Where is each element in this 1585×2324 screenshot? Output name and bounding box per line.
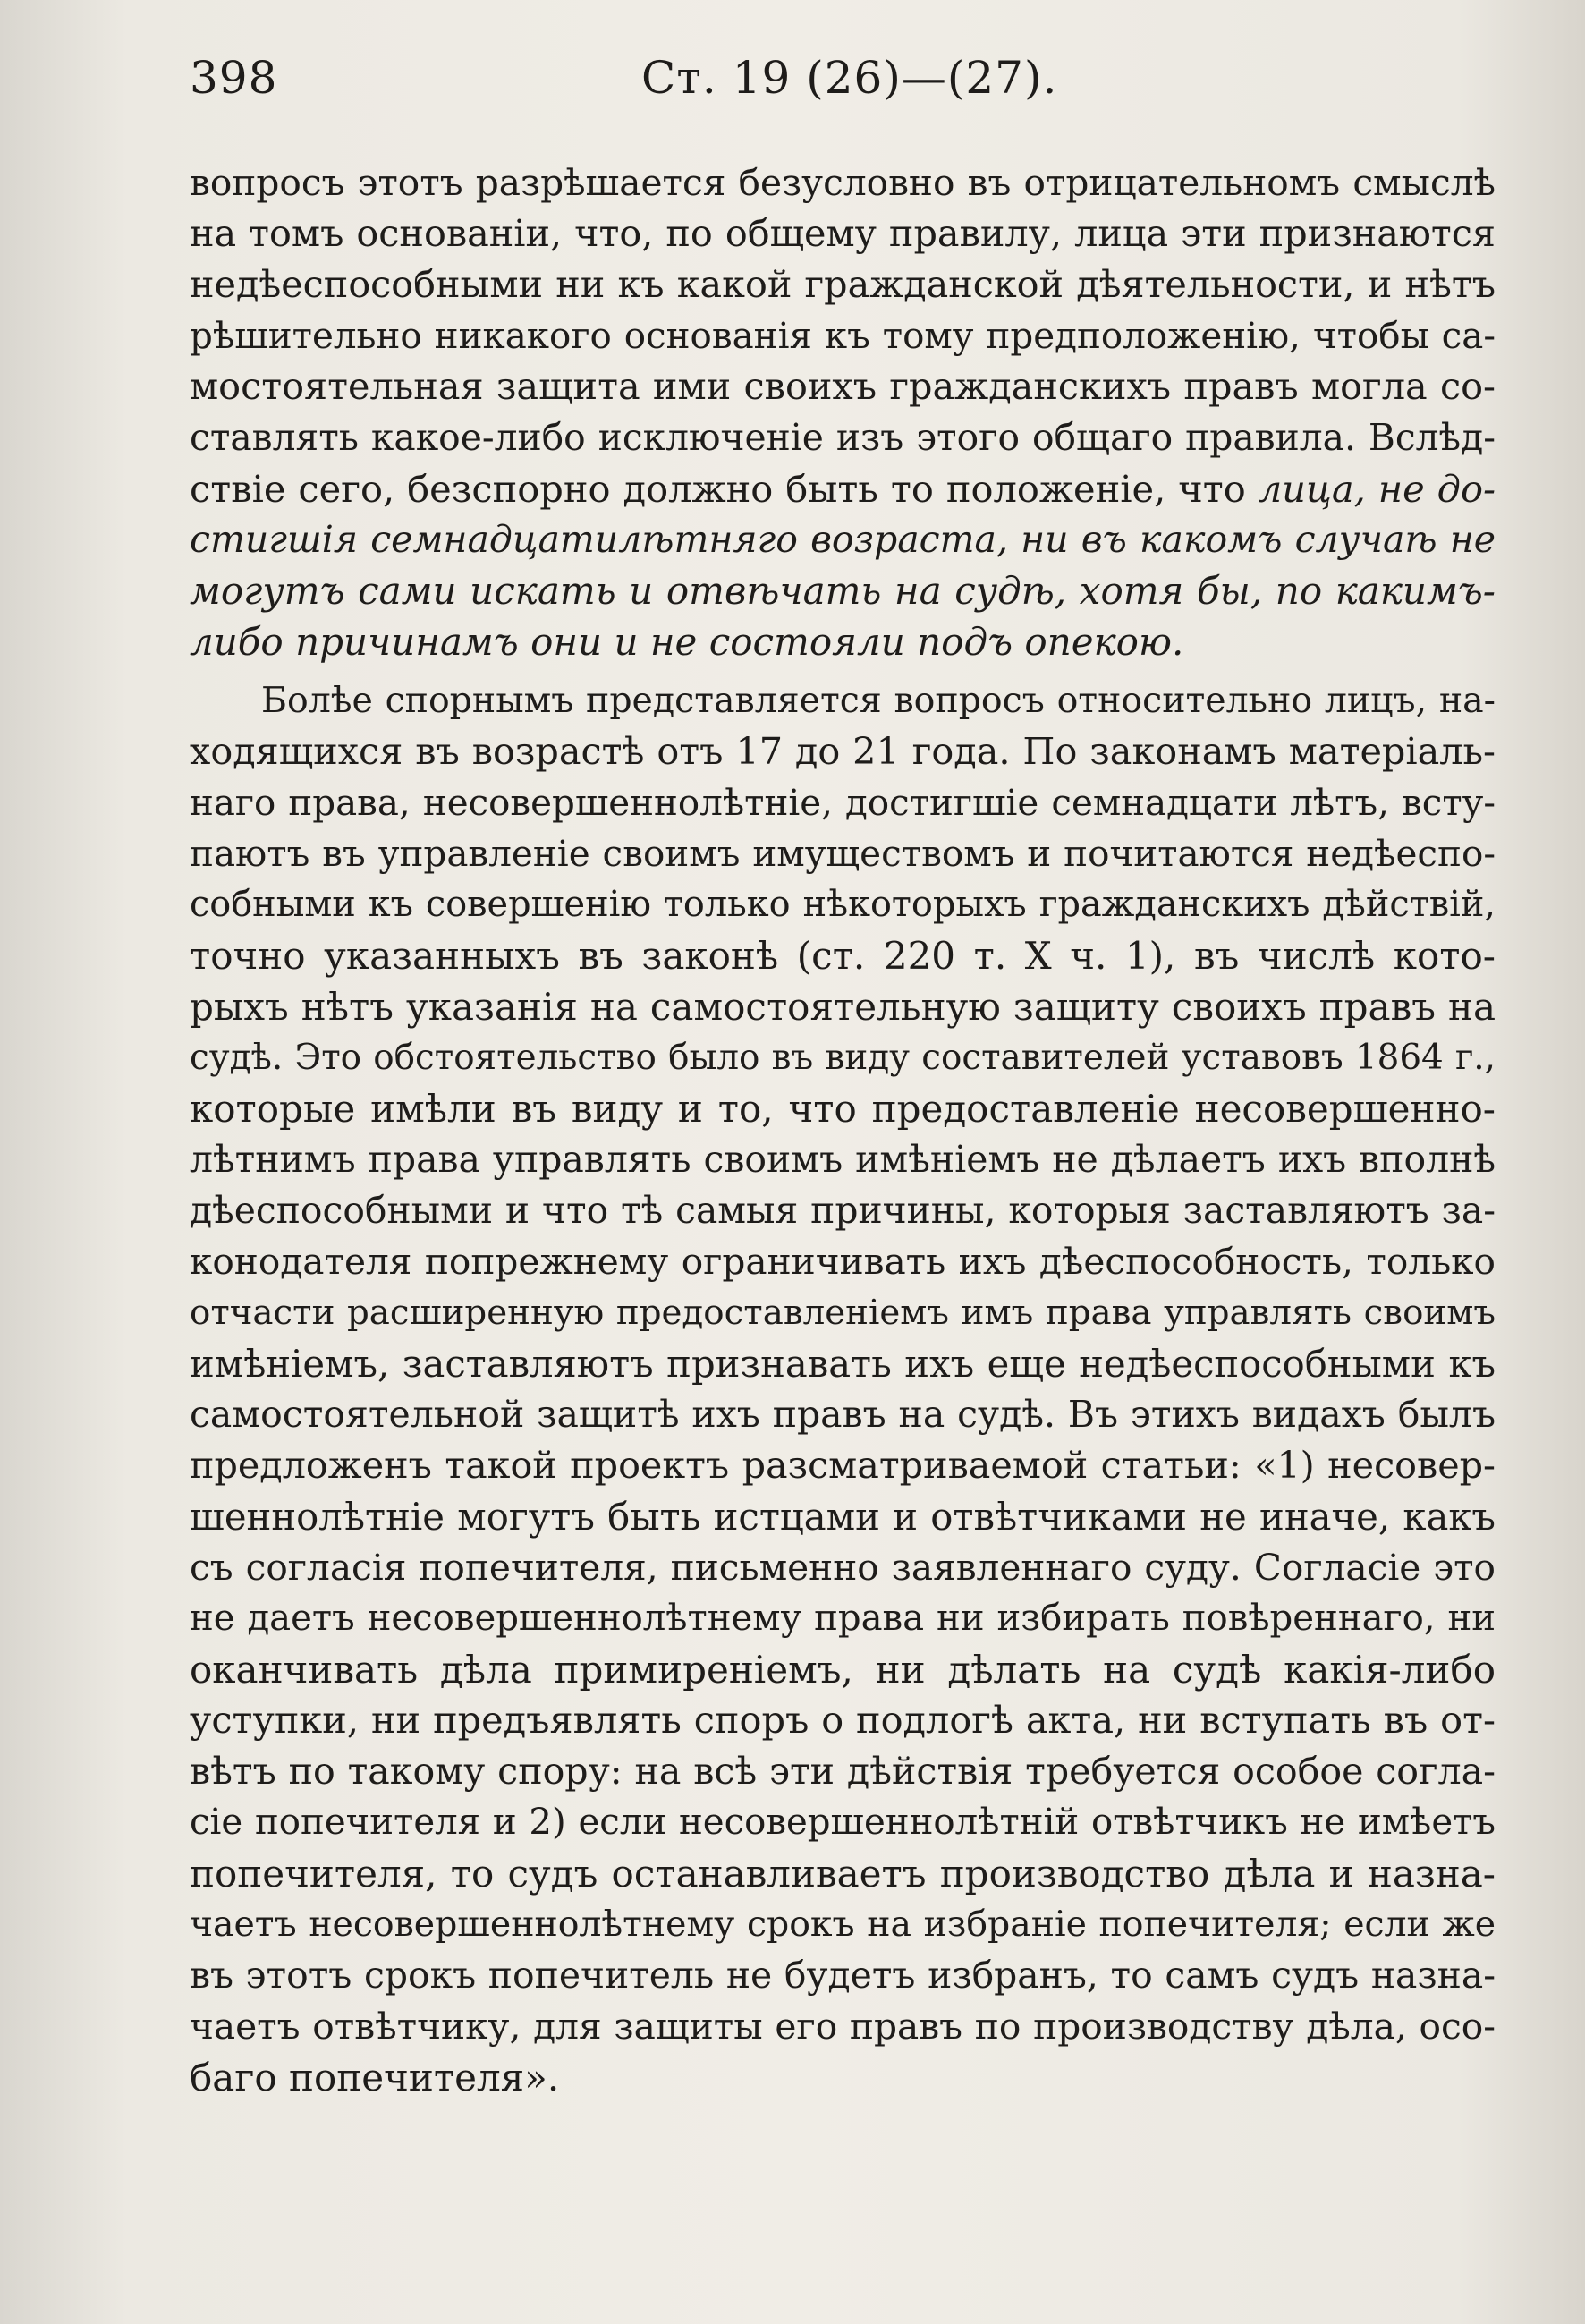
text-line: предложенъ такой проектъ разсматриваемой статьи: «1) несовер- bbox=[190, 1444, 1496, 1487]
text-line: чаетъ несовершеннолѣтнему срокъ на избраніе попечителя; если же bbox=[190, 1904, 1496, 1945]
italic-line: могутъ сами искать и отвѣчать на судѣ, хотя бы, по какимъ- bbox=[190, 569, 1496, 613]
page-number: 398 bbox=[190, 52, 278, 104]
italic-phrase: лица, не до- bbox=[1258, 467, 1496, 511]
text-line: на томъ основаніи, что, по общему правилу, лица эти признаются bbox=[190, 212, 1496, 255]
text-line: собными къ совершенію только нѣкоторыхъ гражданскихъ дѣйствій, bbox=[190, 884, 1496, 925]
paragraph-1 bbox=[190, 157, 1496, 667]
page-header bbox=[190, 52, 1496, 123]
text-line: шеннолѣтніе могутъ быть истцами и отвѣтчиками не иначе, какъ bbox=[190, 1495, 1496, 1539]
text-line: вопросъ этотъ разрѣшается безусловно въ отрицательномъ смыслѣ bbox=[190, 161, 1496, 204]
text-line: баго попечителя». bbox=[190, 2056, 560, 2099]
text-line: отчасти расширенную предоставленіемъ имъ права управлять своимъ bbox=[190, 1293, 1496, 1333]
text-line: вѣтъ по такому спору: на всѣ эти дѣйствія требуется особое согла- bbox=[190, 1750, 1496, 1793]
text-line-regular: ствіе сего, безспорно должно быть то положеніе, что bbox=[190, 467, 1259, 511]
italic-line: стигшія семнадцатилѣтняго возраста, ни въ какомъ случаѣ не bbox=[190, 518, 1496, 561]
text-line: которые имѣли въ виду и то, что предоставленіе несовершенно- bbox=[190, 1087, 1496, 1131]
text-line: самостоятельной защитѣ ихъ правъ на судѣ. Въ этихъ видахъ былъ bbox=[190, 1393, 1496, 1436]
text-line: сіе попечителя и 2) если несовершеннолѣтній отвѣтчикъ не имѣетъ bbox=[190, 1802, 1496, 1843]
text-line: оканчивать дѣла примиреніемъ, ни дѣлать на судѣ какія-либо bbox=[190, 1648, 1496, 1692]
paragraph-gap bbox=[190, 667, 1496, 675]
body-text bbox=[190, 157, 1496, 2103]
text-line: чаетъ отвѣтчику, для защиты его правъ по производству дѣла, осо- bbox=[190, 2005, 1496, 2048]
paragraph-2 bbox=[190, 675, 1496, 2103]
text-line: ходящихся въ возрастѣ отъ 17 до 21 года. По законамъ матеріаль- bbox=[190, 730, 1496, 773]
text-line: не даетъ несовершеннолѣтнему права ни избирать повѣреннаго, ни bbox=[190, 1598, 1496, 1639]
running-head: Ст. 19 (26)—(27). bbox=[641, 52, 1058, 104]
text-line: рѣшительно никакого основанія къ тому предположенію, чтобы са- bbox=[190, 315, 1496, 357]
text-line: судѣ. Это обстоятельство было въ виду составителей уставовъ 1864 г., bbox=[190, 1038, 1496, 1078]
text-line: наго права, несовершеннолѣтніе, достигшіе семнадцати лѣтъ, всту- bbox=[190, 782, 1496, 824]
text-line: Болѣе спорнымъ представляется вопросъ относительно лицъ, на- bbox=[261, 680, 1496, 721]
text-line: уступки, ни предъявлять споръ о подлогѣ акта, ни вступать въ от- bbox=[190, 1699, 1496, 1742]
italic-line: либо причинамъ они и не состояли подъ опекою. bbox=[190, 620, 1184, 664]
text-line: конодателя попрежнему ограничивать ихъ дѣеспособность, только bbox=[190, 1240, 1496, 1283]
text-line: ставлять какое-либо исключеніе изъ этого общаго правила. Вслѣд- bbox=[190, 416, 1496, 459]
text-line: недѣеспособными ни къ какой гражданской дѣятельности, и нѣтъ bbox=[190, 263, 1496, 306]
text-line: съ согласія попечителя, письменно заявленнаго суду. Согласіе это bbox=[190, 1546, 1496, 1589]
text-line: рыхъ нѣтъ указанія на самостоятельную защиту своихъ правъ на bbox=[190, 985, 1496, 1029]
text-line: попечителя, то судъ останавливаетъ производство дѣла и назна- bbox=[190, 1852, 1496, 1896]
text-line bbox=[190, 463, 1496, 514]
text-line: дѣеспособными и что тѣ самыя причины, которыя заставляютъ за- bbox=[190, 1189, 1496, 1232]
text-line: паютъ въ управленіе своимъ имуществомъ и почитаются недѣеспо- bbox=[190, 832, 1496, 875]
text-line: мостоятельная защита ими своихъ гражданскихъ правъ могла со- bbox=[190, 365, 1496, 408]
text-line: въ этотъ срокъ попечитель не будетъ избранъ, то самъ судъ назна- bbox=[190, 1954, 1496, 1997]
text-line: точно указанныхъ въ законѣ (ст. 220 т. X ч. 1), въ числѣ кото- bbox=[190, 934, 1496, 978]
text-line: лѣтнимъ права управлять своимъ имѣніемъ не дѣлаетъ ихъ вполнѣ bbox=[190, 1138, 1496, 1181]
text-line: имѣніемъ, заставляютъ признавать ихъ еще недѣеспособными къ bbox=[190, 1342, 1496, 1386]
